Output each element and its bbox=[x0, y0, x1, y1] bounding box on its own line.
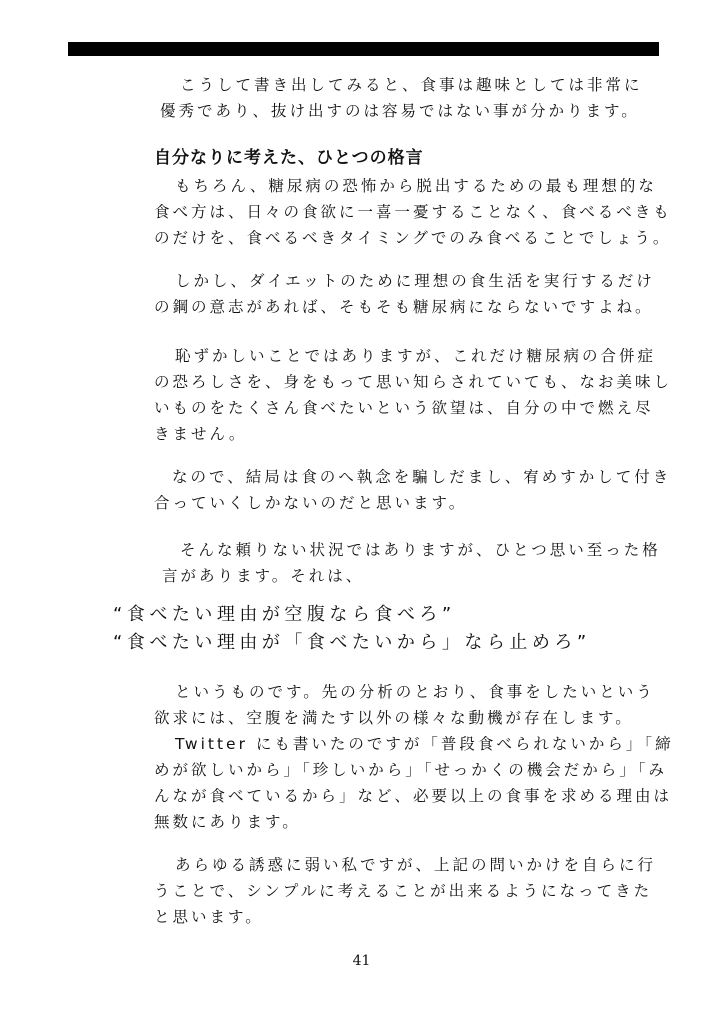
paragraph-line: もちろん、糖尿病の恐怖から脱出するための最も理想的な bbox=[175, 177, 657, 195]
intro-line: 優秀であり、抜け出すのは容易ではない事が分かります。 bbox=[160, 102, 640, 120]
paragraph-line: そんな頼りない状況ではありますが、ひとつ思い至った格 bbox=[180, 541, 661, 559]
paragraph-line: なので、結局は食のへ執念を騙しだまし、宥めすかして付き bbox=[172, 468, 672, 486]
paragraph-line: 合っていくしかないのだと思います。 bbox=[154, 494, 468, 512]
header-rule bbox=[68, 42, 659, 56]
paragraph-line: 欲求には、空腹を満たす以外の様々な動機が存在します。 bbox=[154, 709, 634, 727]
paragraph-line: というものです。先の分析のとおり、食事をしたいという bbox=[175, 683, 655, 701]
page-number: 41 bbox=[352, 953, 371, 969]
paragraph-line: と思います。 bbox=[154, 908, 264, 926]
intro-line: こうして書き出してみると、食事は趣味としては非常に bbox=[180, 76, 643, 94]
paragraph-line: きません。 bbox=[154, 425, 248, 443]
paragraph-line: の鋼の意志があれば、そもそも糖尿病にならないですよね。 bbox=[154, 298, 654, 316]
paragraph-line: Twitter にも書いたのですが「普段食べられないから」「締 bbox=[175, 735, 674, 753]
maxim-quote: “食べたい理由が空腹なら食べろ” bbox=[113, 604, 456, 625]
paragraph-line: 恥ずかしいことではありますが、これだけ糖尿病の合併症 bbox=[175, 347, 657, 365]
paragraph-line: 言があります。それは、 bbox=[162, 567, 365, 585]
paragraph-line: の恐ろしさを、身をもって思い知らされていても、なお美味し bbox=[154, 373, 673, 391]
paragraph-line: 食べ方は、日々の食欲に一喜一憂することなく、食べるべきも bbox=[154, 203, 672, 221]
paragraph-line: あらゆる誘惑に弱い私ですが、上記の問いかけを自らに行 bbox=[175, 856, 657, 874]
paragraph-line: いものをたくさん食べたいという欲望は、自分の中で燃え尽 bbox=[154, 399, 654, 417]
paragraph-line: めが欲しいから」「珍しいから」「せっかくの機会だから」「み bbox=[154, 761, 667, 779]
maxim-quote: “食べたい理由が「食べたいから」なら止めろ” bbox=[113, 632, 591, 653]
paragraph-line: 無数にあります。 bbox=[154, 813, 301, 831]
paragraph-line: しかし、ダイエットのために理想の食生活を実行するだけ bbox=[175, 272, 655, 290]
paragraph-line: うことで、シンプルに考えることが出来るようになってきた bbox=[154, 882, 653, 900]
paragraph-line: んなが食べているから」など、必要以上の食事を求める理由は bbox=[154, 787, 673, 805]
paragraph-line: のだけを、食べるべきタイミングでのみ食べることでしょう。 bbox=[154, 229, 672, 247]
section-heading: 自分なりに考えた、ひとつの格言 bbox=[154, 148, 424, 168]
